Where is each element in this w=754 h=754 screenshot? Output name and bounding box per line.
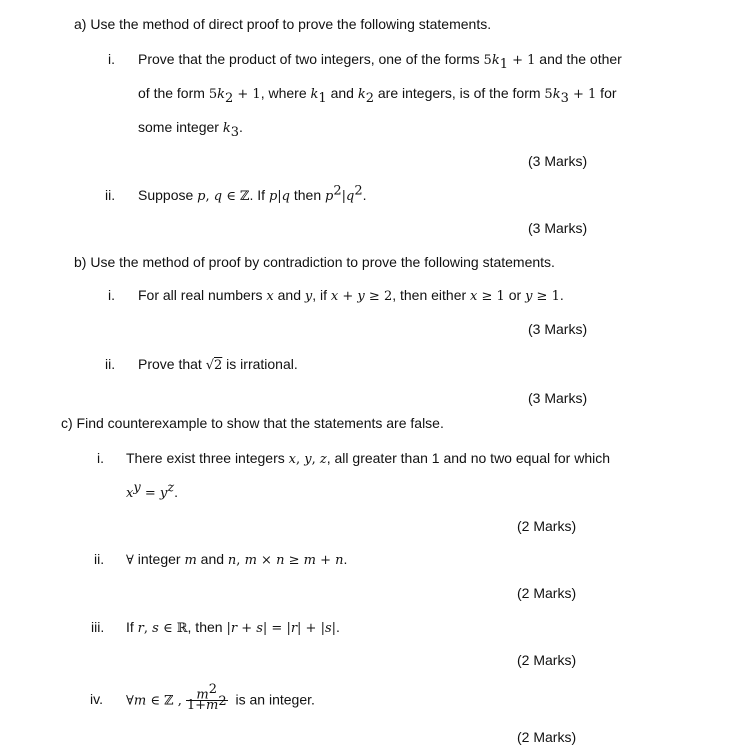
b-ii-marks: (3 Marks) (528, 390, 588, 406)
c-iii-marks: (2 Marks) (517, 652, 577, 668)
c-i-equation: $x^y = y^z$. (126, 480, 178, 501)
b-ii-statement: Prove that √2 is irrational. (138, 356, 298, 373)
c-ii-marks: (2 Marks) (517, 585, 577, 601)
c-i-number: i. (97, 450, 104, 466)
section-c-heading: c) Find counterexample to show that the statements are false. (61, 415, 444, 431)
a-i-number: i. (108, 51, 115, 67)
a-ii-number: ii. (105, 187, 116, 203)
fraction: $\frac{m^2}{1+m^2}$ (186, 682, 227, 714)
section-b-heading: b) Use the method of proof by contradiction to prove the following statements. (74, 254, 555, 270)
a-ii-marks: (3 Marks) (528, 220, 588, 236)
a-i-line1: Prove that the product of two integers, one of the forms $5k_1 + 1$ and the other (138, 51, 622, 72)
b-i-marks: (3 Marks) (528, 321, 588, 337)
a-i-line2: of the form $5k_2 + 1$, where $k_1$ and $k_2$ are integers, is of the form $5k_3 + 1$ for (138, 85, 617, 106)
section-a-heading: a) Use the method of direct proof to prove the following statements. (74, 16, 492, 32)
a-i-line3: some integer $k_3$. (138, 119, 243, 140)
c-ii-number: ii. (94, 551, 105, 567)
b-i-number: i. (108, 287, 115, 303)
a-ii-statement: Suppose p, q ∈ ℤ. If p|q then $p^2|q^2$. (138, 183, 367, 204)
a-i-marks: (3 Marks) (528, 153, 588, 169)
c-iii-statement: If r, s ∈ ℝ, then |r + s| = |r| + |s|. (126, 619, 340, 636)
b-i-statement: For all real numbers x and y, if x + y ≥ 2, then either x ≥ 1 or y ≥ 1. (138, 287, 564, 304)
b-ii-number: ii. (105, 356, 116, 372)
c-iv-statement: ∀m ∈ ℤ , $\frac{m^2}{1+m^2}$ is an integer. (126, 682, 315, 714)
c-iii-number: iii. (91, 619, 105, 635)
c-i-statement: There exist three integers x, y, z, all greater than 1 and no two equal for which (126, 450, 611, 467)
c-iv-marks: (2 Marks) (517, 729, 577, 745)
c-iv-number: iv. (90, 691, 103, 707)
c-i-marks: (2 Marks) (517, 518, 577, 534)
c-ii-statement: ∀ integer m and n, m × n ≥ m + n. (126, 551, 348, 568)
